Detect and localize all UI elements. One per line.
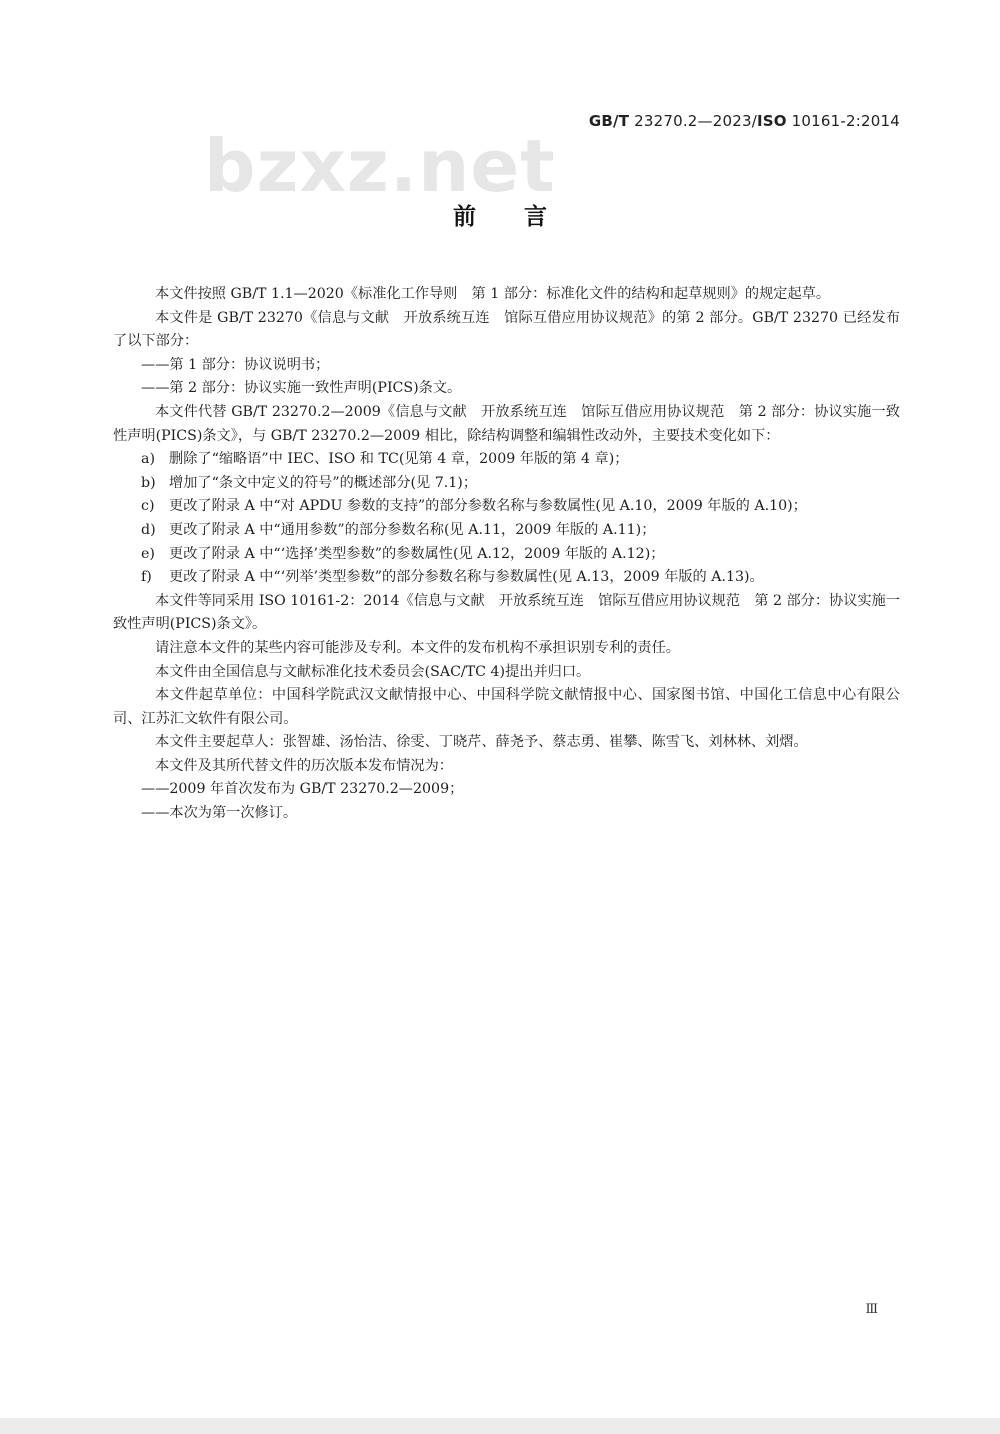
paragraph-patent-notice: 请注意本文件的某些内容可能涉及专利。本文件的发布机构不承担识别专利的责任。 [155,639,680,656]
page-title: 前言 [453,204,595,230]
list-item-history-revision: ——本次为第一次修订。 [141,805,298,822]
list-item-history-2009: ——2009 年首次发布为 GB/T 23270.2—2009； [141,781,464,798]
document-body [113,283,900,826]
std-code-prefix: GB/T [588,112,630,130]
list-item-part-1: ——第 1 部分：协议说明书； [141,356,330,373]
change-item-mark: e) [141,545,155,562]
paragraph-replaces: 本文件代替 GB/T 23270.2—2009《信息与文献 开放系统互连 馆际互借应用协议规范 第 2 部分：协议实施一致性声明(PICS)条文》，与 GB/T 23270.2—2009 相比，除结构调整和编辑性改动外，主要技术变化如下： [113,403,900,444]
page-number: Ⅲ [865,1302,878,1317]
change-item-mark: a) [141,451,155,468]
change-item-text: 更改了附录 A 中“‘列举’类型参数”的部分参数名称与参数属性(见 A.13，2009 年版的 A.13)。 [169,569,764,586]
change-item-text: 更改了附录 A 中“‘选择’类型参数”的参数属性(见 A.12，2009 年版的 A.12)； [169,545,665,562]
iso-number: 10161-2:2014 [786,112,900,130]
change-item-text: 删除了“缩略语”中 IEC、ISO 和 TC(见第 4 章，2009 年版的第 4 章)； [169,451,629,468]
change-item-mark: f) [141,569,152,586]
paragraph-drafting-units: 本文件起草单位：中国科学院武汉文献情报中心、中国科学院文献情报中心、国家图书馆、中国化工信息中心有限公司、江苏汇文软件有限公司。 [113,687,900,727]
paragraph-adoption: 本文件等同采用 ISO 10161-2：2014《信息与文献 开放系统互连 馆际互借应用协议规范 第 2 部分：协议实施一致性声明(PICS)条文》。 [113,592,900,633]
change-item [113,519,900,543]
change-item [113,543,900,567]
paragraph-committee: 本文件由全国信息与文献标准化技术委员会(SAC/TC 4)提出并归口。 [155,663,591,680]
paragraph-drafting-rules: 本文件按照 GB/T 1.1—2020《标准化工作导则 第 1 部分：标准化文件的结构和起草规则》的规定起草。 [155,286,831,302]
std-code-number: 23270.2—2023/ [629,112,757,130]
change-item [113,566,900,590]
change-item-text: 更改了附录 A 中“对 APDU 参数的支持”的部分参数名称与参数属性(见 A.10，2009 年版的 A.10)； [169,498,807,515]
list-item-part-2: ——第 2 部分：协议实施一致性声明(PICS)条文。 [141,380,462,397]
iso-prefix: ISO [756,112,787,130]
change-item-mark: d) [141,521,156,538]
change-item-text: 增加了“条文中定义的符号”的概述部分(见 7.1)； [169,474,478,491]
change-item-text: 更改了附录 A 中“通用参数”的部分参数名称(见 A.11，2009 年版的 A.11)； [169,521,656,538]
change-item-mark: c) [141,498,155,515]
paragraph-history: 本文件及其所代替文件的历次版本发布情况为： [155,757,453,774]
change-item [113,472,900,496]
viewer-bottom-bar [0,1418,1000,1434]
change-item [113,495,900,519]
standard-number [589,112,900,130]
watermark: bzxz.net [204,124,556,208]
paragraph-series-part: 本文件是 GB/T 23270《信息与文献 开放系统互连 馆际互借应用协议规范》的第 2 部分。GB/T 23270 已经发布了以下部分： [113,309,900,350]
paragraph-drafters: 本文件主要起草人：张智雄、汤怡洁、徐雯、丁晓芹、薛尧予、蔡志勇、崔攀、陈雪飞、刘林林、刘熠。 [155,734,808,751]
change-item-mark: b) [141,474,156,491]
change-item [113,448,900,472]
